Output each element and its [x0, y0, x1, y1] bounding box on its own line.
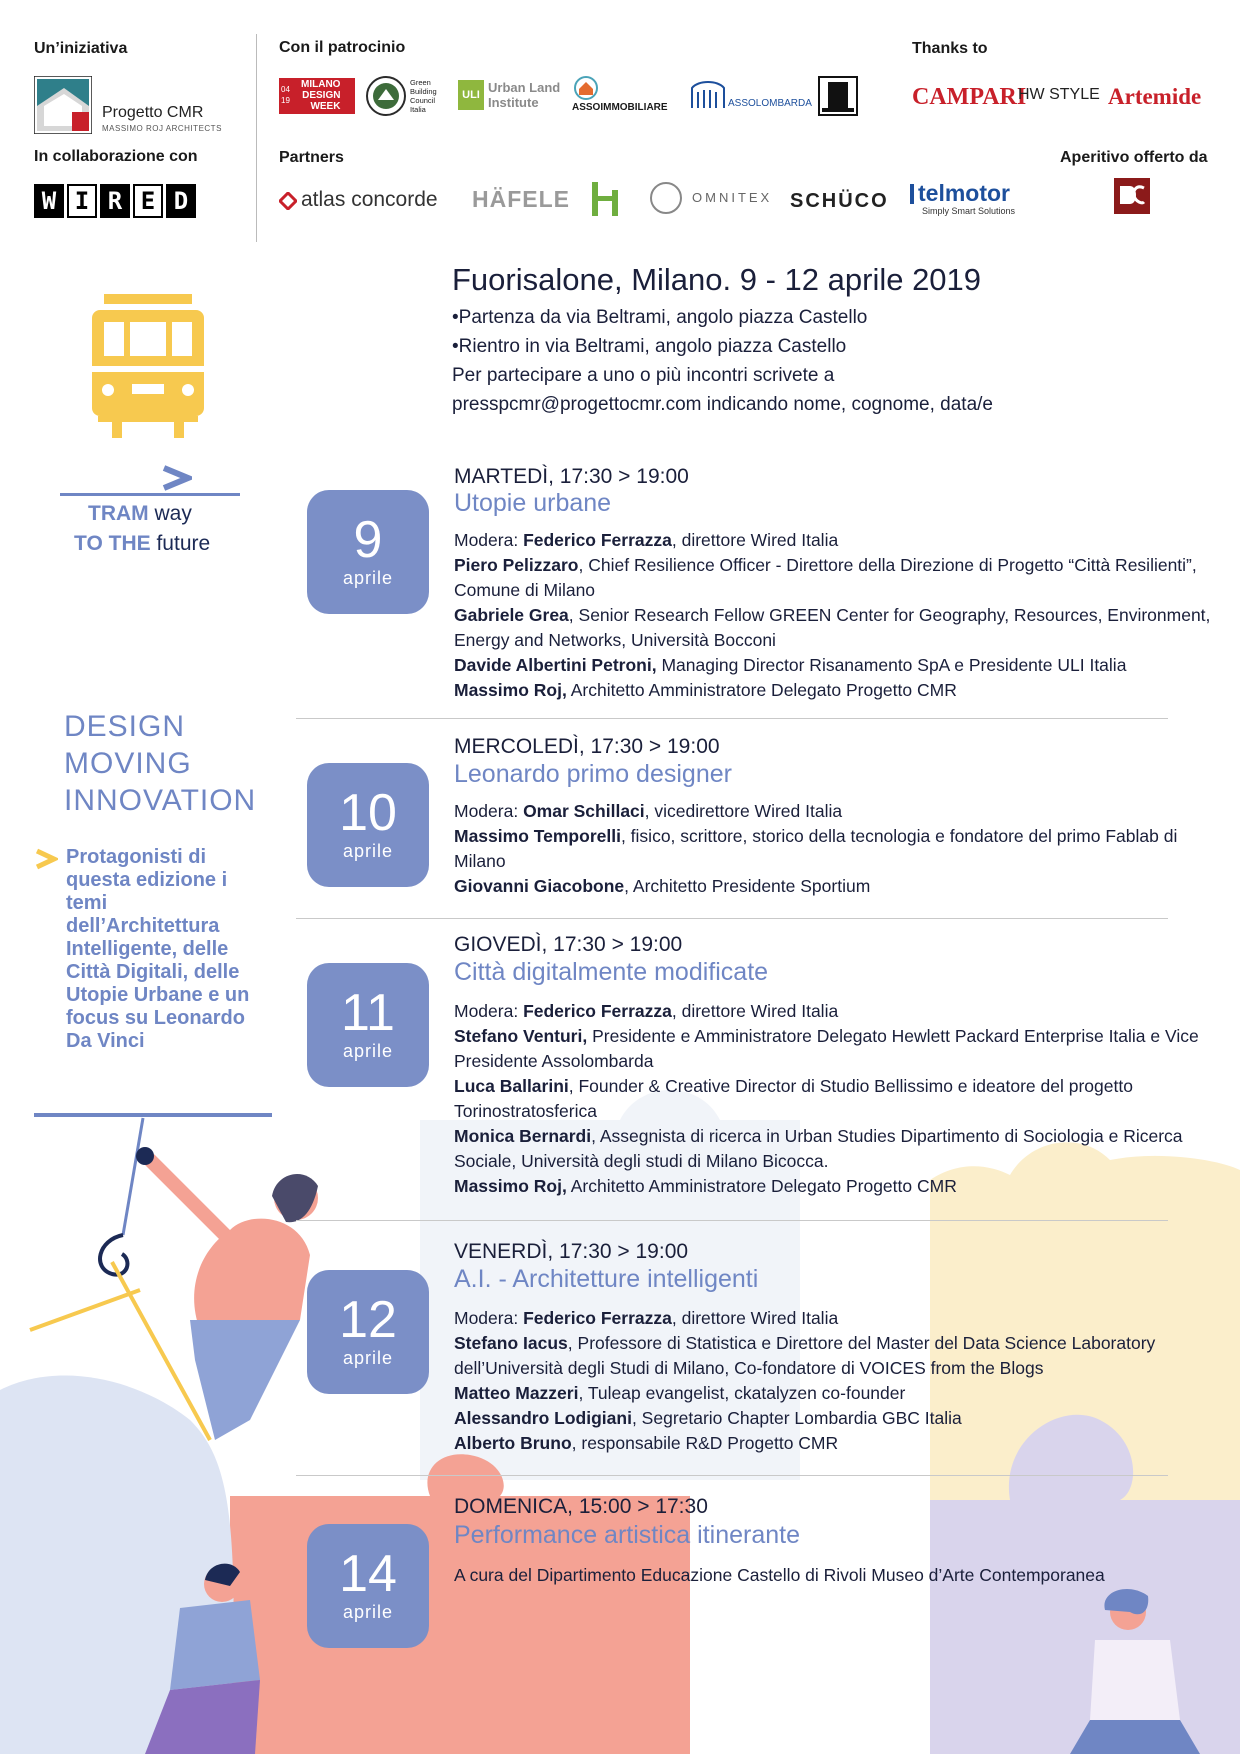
event-day: GIOVEDÌ, 17:30 > 19:00 — [454, 933, 683, 956]
speaker-role: , direttore Wired Italia — [671, 1308, 839, 1328]
speaker-name: Federico Ferrazza — [523, 530, 672, 550]
assoimm-text: ASSOIMMOBILIARE — [572, 102, 668, 113]
hwstyle-logo: HW STYLE — [1018, 86, 1100, 103]
gbc-line: Green — [410, 78, 431, 87]
gbc-seal-icon — [366, 76, 406, 116]
tram-rest: future — [156, 532, 211, 555]
rope-line — [123, 1118, 143, 1235]
event-day: MARTEDÌ, 17:30 > 19:00 — [454, 465, 689, 488]
uli-line: Institute — [488, 95, 539, 110]
speaker-name: Federico Ferrazza — [523, 1001, 672, 1021]
dmi-line: INNOVATION — [64, 784, 257, 817]
atlas-text: atlas concorde — [301, 188, 438, 211]
intro-line-2: •Rientro in via Beltrami, angolo piazza Castello — [452, 336, 847, 357]
event-day: VENERDÌ, 17:30 > 19:00 — [454, 1240, 689, 1263]
date-month: aprile — [342, 1602, 394, 1622]
mdw-line: MILANO — [301, 79, 341, 90]
telmotor-tag: Simply Smart Solutions — [922, 206, 1016, 216]
mdw-date-2: 19 — [281, 96, 290, 105]
speaker-role: , Architetto Presidente Sportium — [624, 876, 871, 896]
collaboration-label: In collaborazione con — [34, 148, 198, 165]
speaker-name: Massimo Roj, — [454, 680, 567, 700]
event-separator — [296, 1220, 1168, 1221]
tram-line-2 — [74, 532, 210, 556]
campari-logo: CAMPARI — [912, 84, 1027, 110]
wired-logo — [34, 184, 214, 220]
speaker-prefix: Modera: — [454, 1001, 524, 1021]
mdw-line: WEEK — [310, 101, 341, 112]
speaker-name: Alberto Bruno — [454, 1433, 572, 1453]
speaker-line — [454, 1331, 1214, 1381]
gbc-italia-logo — [366, 76, 446, 118]
partners-label: Partners — [279, 149, 344, 166]
date-badge — [307, 763, 429, 887]
speaker-name: Giovanni Giacobone — [454, 876, 625, 896]
gbc-line: Italia — [410, 105, 426, 114]
tram-icon — [86, 292, 210, 452]
dmi-line: DESIGN — [64, 710, 186, 743]
aperitivo-label: Aperitivo offerto da — [1060, 149, 1208, 166]
speaker-line — [454, 1024, 1214, 1074]
speaker-prefix: Modera: — [454, 530, 524, 550]
huni-logo — [590, 182, 624, 218]
event-day: DOMENICA, 15:00 > 17:30 — [454, 1495, 708, 1518]
wired-letter: E — [133, 184, 163, 218]
artemide-logo: Artemide — [1108, 84, 1202, 109]
assolombarda-text: ASSOLOMBARDA — [728, 98, 812, 109]
speaker-line — [454, 999, 1214, 1024]
tram-bold: TO THE — [74, 532, 151, 555]
speaker-line — [454, 1406, 1214, 1431]
protagonists-text: Protagonisti di questa edizione i temi dell’Architettura Intelligente, delle Città Digitali, delle Utopie Urbane e un focus su Leonardo Da Vinci — [66, 846, 250, 1052]
wired-letter: D — [166, 184, 196, 218]
speaker-role: , direttore Wired Italia — [671, 530, 839, 550]
date-number: 14 — [339, 1545, 397, 1603]
speaker-name: Gabriele Grea — [454, 605, 569, 625]
wired-letter: W — [34, 184, 64, 218]
date-month: aprile — [342, 568, 394, 588]
event-speakers — [454, 1563, 1214, 1588]
speaker-role: , Professore di Statistica e Direttore del Master del Data Science Laboratory dell’Università degli Studi di Milano, Co-fondatore di VOICES from the Blogs — [454, 1333, 1156, 1378]
worker-figure — [136, 1147, 318, 1440]
uli-logo — [458, 80, 568, 114]
date-number: 9 — [353, 511, 383, 569]
event-title: Utopie urbane — [454, 489, 612, 517]
event-title: Leonardo primo designer — [454, 760, 732, 788]
speaker-role: Presidente e Amministratore Delegato Hewlett Packard Enterprise Italia e Vice Presidente Assolombarda — [454, 1026, 1199, 1071]
speaker-role: , Senior Research Fellow GREEN Center for Geography, Resources, Environment, Energy and Networks, Università Bocconi — [454, 605, 1211, 650]
speaker-role: Architetto Amministratore Delegato Progetto CMR — [566, 680, 957, 700]
assolombarda-mark-icon — [690, 78, 726, 112]
speaker-role: , vicedirettore Wired Italia — [644, 801, 843, 821]
intro-line-1: •Partenza da via Beltrami, angolo piazza Castello — [452, 307, 868, 328]
event-speakers — [454, 1306, 1214, 1456]
speaker-line — [454, 553, 1214, 603]
cmr-mark-icon — [34, 76, 92, 134]
speaker-line — [454, 824, 1214, 874]
omnitex-logo — [648, 180, 778, 220]
speaker-line — [454, 678, 1214, 703]
date-month: aprile — [342, 1041, 394, 1061]
speaker-line — [454, 1074, 1214, 1124]
speaker-line — [454, 1381, 1214, 1406]
speaker-line — [454, 603, 1214, 653]
speaker-name: Massimo Temporelli — [454, 826, 621, 846]
speaker-line — [454, 1431, 1214, 1456]
speaker-role: Architetto Amministratore Delegato Progetto CMR — [566, 1176, 957, 1196]
date-month: aprile — [342, 841, 394, 861]
speaker-name: Luca Ballarini — [454, 1076, 569, 1096]
speaker-prefix: Modera: — [454, 801, 524, 821]
tram-underline — [60, 493, 240, 496]
date-badge — [307, 963, 429, 1087]
tram-bold: TRAM — [88, 502, 149, 525]
event-day: MERCOLEDÌ, 17:30 > 19:00 — [454, 735, 720, 758]
yellow-rope — [30, 1290, 140, 1330]
date-month: aprile — [342, 1348, 394, 1368]
uli-text — [488, 80, 560, 110]
speaker-line — [454, 1306, 1214, 1331]
speaker-name: Piero Pelizzaro — [454, 555, 579, 575]
gbc-line: Building — [410, 87, 437, 96]
intro-line-3: Per partecipare a uno o più incontri scrivete a — [452, 365, 835, 386]
diamond-icon — [279, 192, 297, 210]
design-moving-innovation — [64, 708, 256, 819]
page-title: Fuorisalone, Milano. 9 - 12 aprile 2019 — [452, 262, 982, 297]
event-speakers — [454, 999, 1214, 1199]
left-underline — [34, 1113, 272, 1117]
thanks-label: Thanks to — [912, 40, 988, 57]
intro-line-4: presspcmr@progettocmr.com indicando nome, cognome, data/e — [452, 394, 993, 415]
assoimmobiliare-logo — [572, 76, 682, 116]
arrow-right-icon — [160, 464, 192, 492]
mdw-line: DESIGN — [302, 90, 341, 101]
cmr-sub: MASSIMO ROJ ARCHITECTS — [102, 124, 222, 133]
assolombarda-logo — [690, 78, 810, 114]
speaker-name: Stefano Venturi, — [454, 1026, 588, 1046]
speaker-name: Davide Albertini Petroni, — [454, 655, 657, 675]
event-title: Città digitalmente modificate — [454, 958, 769, 986]
schuco-logo: SCHÜCO — [790, 190, 889, 212]
speaker-role: Managing Director Risanamento SpA e Presidente ULI Italia — [656, 655, 1127, 675]
speaker-name: Stefano Iacus — [454, 1333, 568, 1353]
speaker-role: , Assegnista di ricerca in Urban Studies Dipartimento di Sociologia e Ricerca Sociale, Università degli studi di Milano Bicocca. — [454, 1126, 1183, 1171]
speaker-name: Matteo Mazzeri — [454, 1383, 579, 1403]
speaker-line — [454, 1124, 1214, 1174]
speaker-prefix: Modera: — [454, 1308, 524, 1328]
date-number: 10 — [339, 784, 397, 842]
date-badge — [307, 490, 429, 614]
gbc-line: Council — [410, 96, 436, 105]
event-speakers — [454, 528, 1214, 703]
event-separator — [296, 718, 1168, 719]
speaker-role: , fisico, scrittore, storico della tecnologia e fondatore del primo Fablab di Milano — [454, 826, 1178, 871]
speaker-name: Monica Bernardi — [454, 1126, 592, 1146]
date-number: 11 — [341, 984, 395, 1042]
omnitex-ring-icon — [648, 180, 684, 216]
tram-line-1 — [88, 502, 192, 526]
initiative-label: Un’iniziativa — [34, 40, 128, 57]
speaker-role: , direttore Wired Italia — [671, 1001, 839, 1021]
event-separator — [296, 1475, 1168, 1476]
speaker-role: , responsabile R&D Progetto CMR — [571, 1433, 839, 1453]
telmotor-logo — [910, 180, 1030, 220]
event-title: A.I. - Architetture intelligenti — [454, 1265, 759, 1293]
tram-rest: way — [154, 502, 192, 525]
omnitex-text: OMNITEX — [692, 190, 773, 205]
speaker-name: Federico Ferrazza — [523, 1308, 672, 1328]
atlas-concorde-logo — [279, 188, 459, 214]
castello-logo — [818, 76, 858, 116]
speaker-role: , Tuleap evangelist, ckatalyzen co-founder — [578, 1383, 906, 1403]
mdw-dates — [281, 84, 290, 106]
speaker-role: , Chief Resilience Officer - Direttore della Direzione di Progetto “Città Resilienti”, Comune di Milano — [454, 555, 1197, 600]
patronage-label: Con il patrocinio — [279, 39, 406, 56]
speaker-line: A cura del Dipartimento Educazione Castello di Rivoli Museo d’Arte Contemporanea — [454, 1565, 1105, 1585]
date-badge — [307, 1270, 429, 1394]
dmi-line: MOVING — [64, 747, 192, 780]
event-speakers — [454, 799, 1214, 899]
progetto-cmr-logo — [34, 76, 234, 136]
speaker-name: Omar Schillaci — [523, 801, 645, 821]
speaker-name: Massimo Roj, — [454, 1176, 567, 1196]
uli-line: Urban Land — [488, 80, 561, 95]
gbc-text — [410, 78, 437, 114]
speaker-role: , Segretario Chapter Lombardia GBC Italia — [631, 1408, 962, 1428]
speaker-name: Alessandro Lodigiani — [454, 1408, 632, 1428]
dc-mark-icon — [1114, 178, 1150, 214]
speaker-line — [454, 653, 1214, 678]
hafele-logo: HÄFELE — [472, 186, 570, 212]
mdw-text — [301, 79, 340, 112]
speaker-line — [454, 1174, 1214, 1199]
aperitivo-logo — [1114, 178, 1150, 214]
milano-design-week-logo — [279, 78, 355, 114]
uli-mark: ULI — [458, 80, 484, 110]
wired-letter: I — [67, 184, 97, 218]
telmotor-text: telmotor — [918, 180, 1010, 206]
date-badge — [307, 1524, 429, 1648]
speaker-line — [454, 528, 1214, 553]
speaker-role: , Founder & Creative Director di Studio Bellissimo e ideatore del progetto Torinostratosferica — [454, 1076, 1133, 1121]
speaker-line — [454, 874, 1214, 899]
arrow-right-icon — [34, 848, 58, 870]
wired-letter: R — [100, 184, 130, 218]
date-number: 12 — [339, 1291, 397, 1349]
speaker-line — [454, 799, 1214, 824]
header-divider — [256, 34, 257, 242]
cmr-name: Progetto CMR — [102, 104, 204, 121]
mdw-date-1: 04 — [281, 85, 290, 94]
house-icon — [574, 76, 598, 100]
event-separator — [296, 918, 1168, 919]
event-title: Performance artistica itinerante — [454, 1521, 800, 1549]
